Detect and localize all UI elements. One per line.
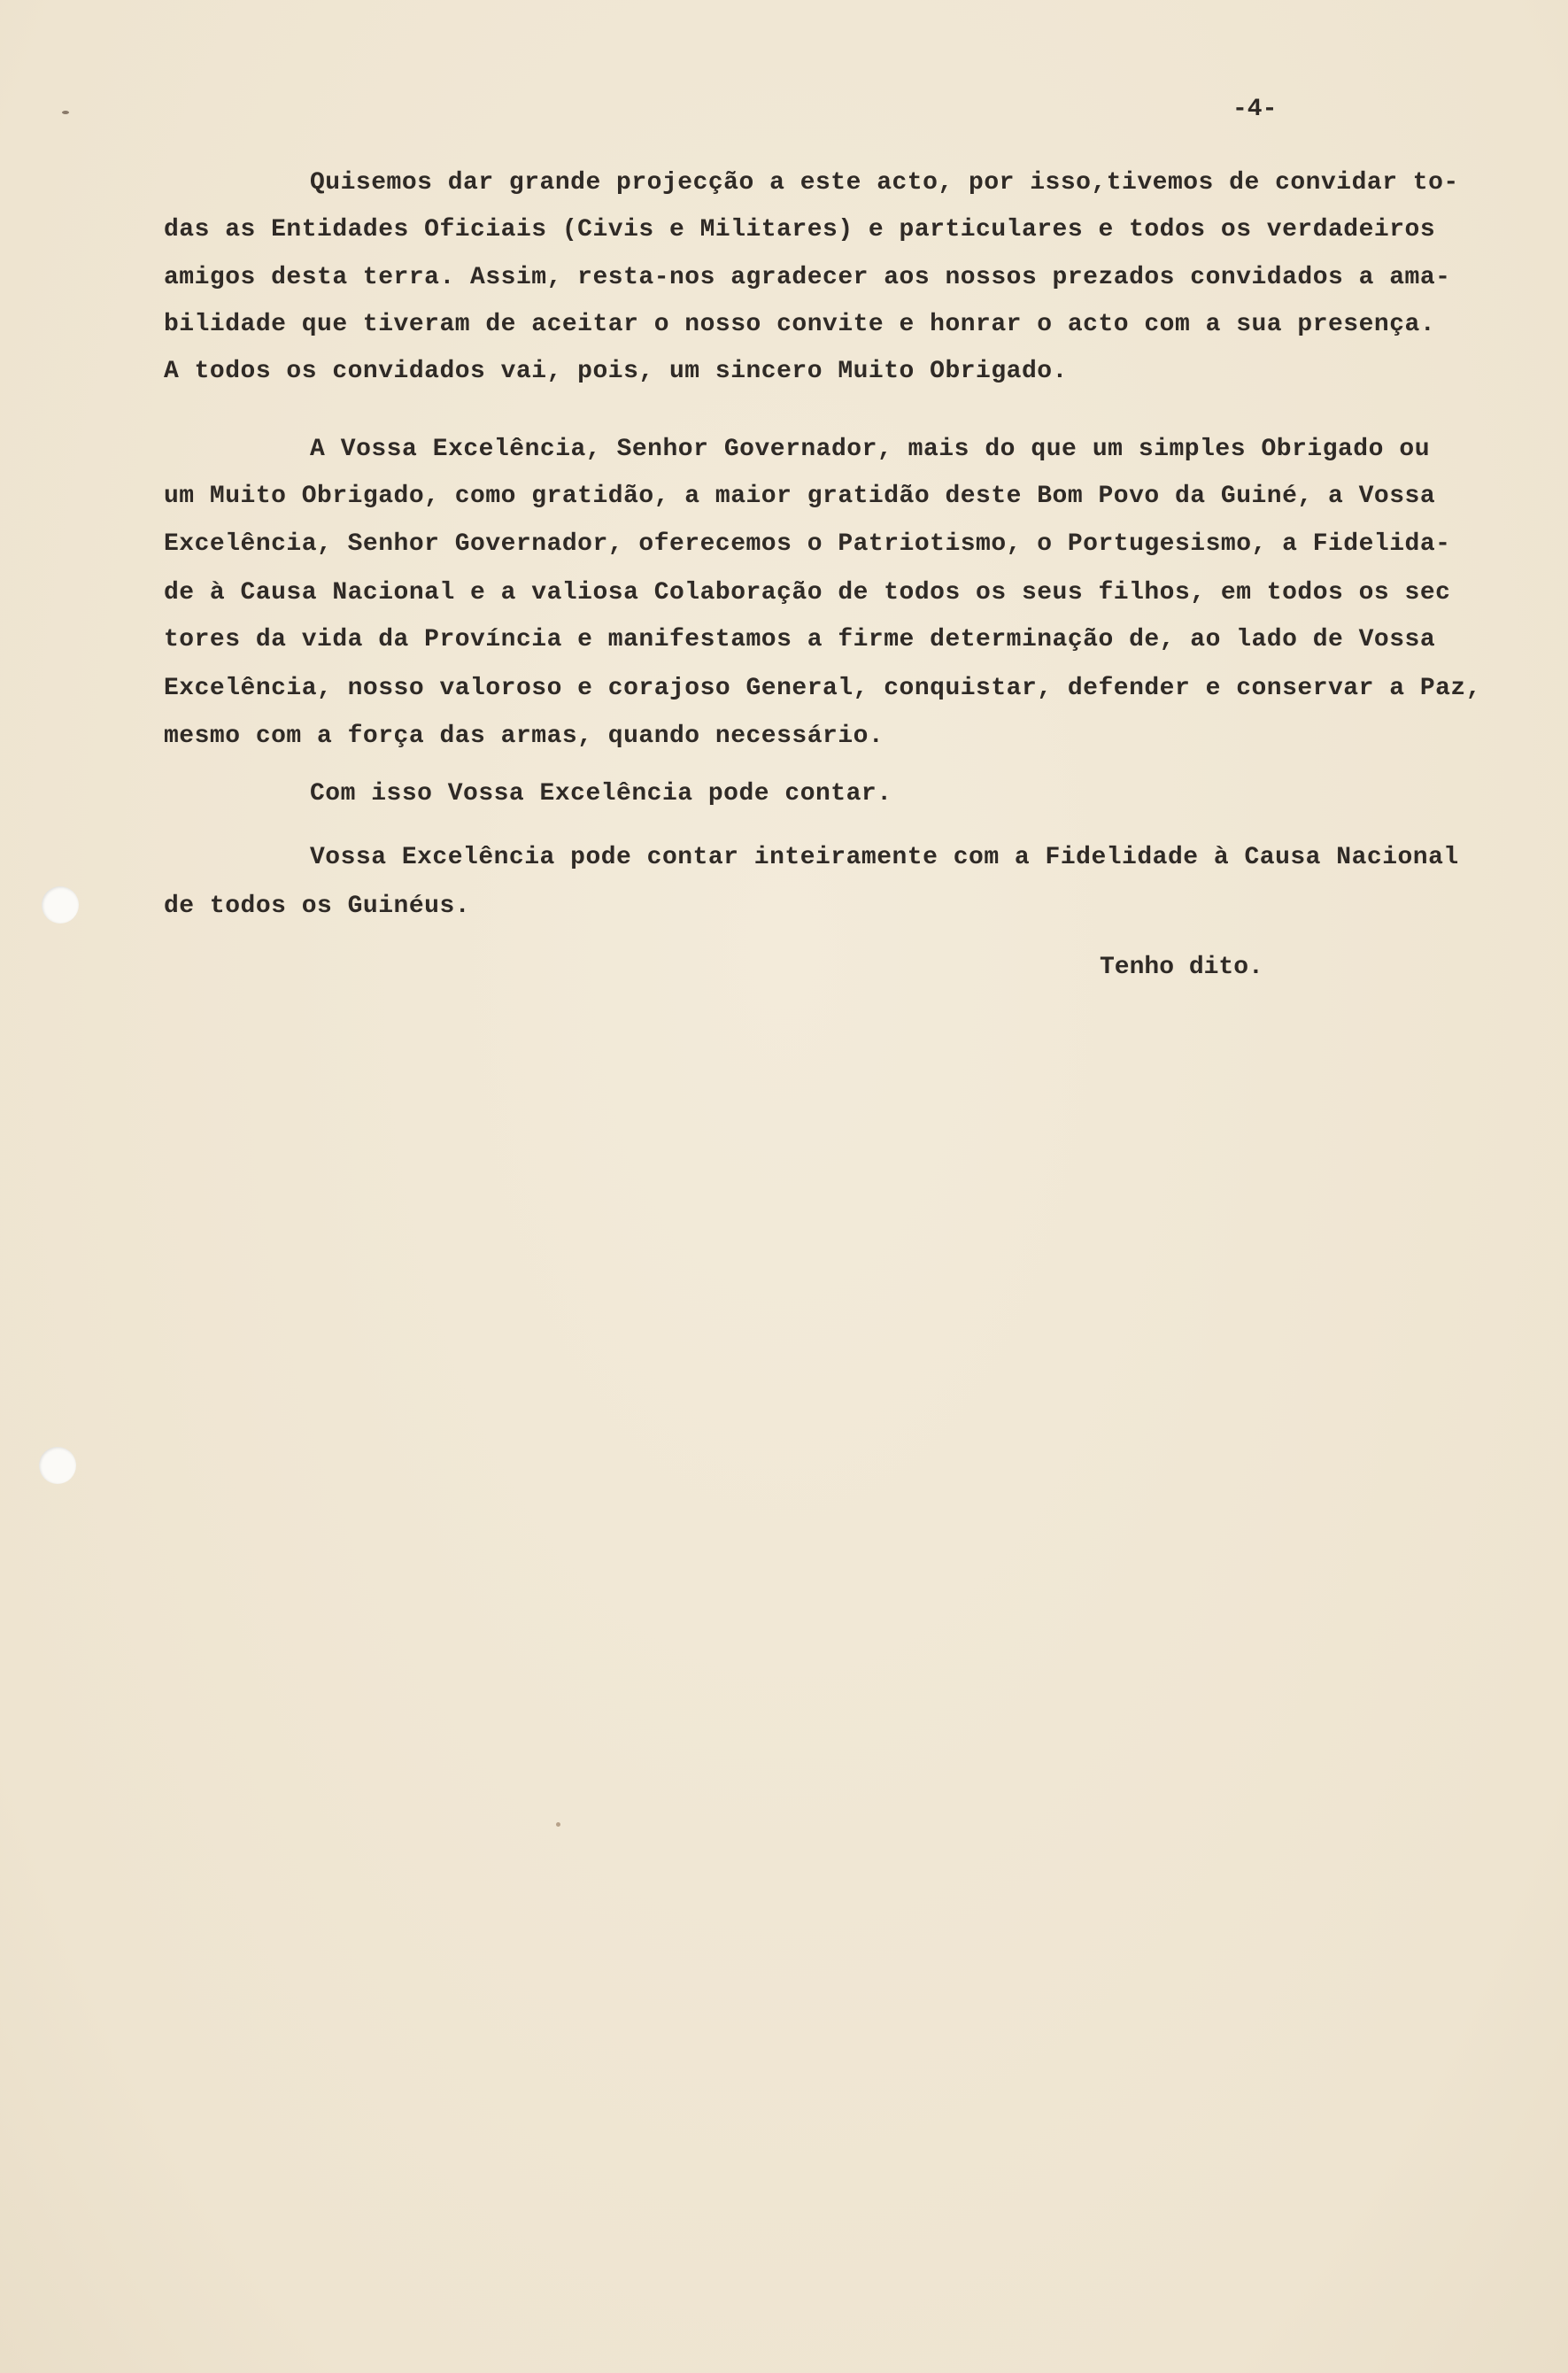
paper-speck — [62, 111, 69, 114]
text-line: Quisemos dar grande projecção a este acto, por isso,tivemos de convidar to- — [310, 169, 1459, 197]
text-line: das as Entidades Oficiais (Civis e Militares) e particulares e todos os verdadeiros — [164, 216, 1436, 243]
paper-speck — [556, 1822, 560, 1827]
text-line: um Muito Obrigado, como gratidão, a maior gratidão deste Bom Povo da Guiné, a Vossa — [164, 483, 1436, 510]
text-line: Excelência, nosso valoroso e corajoso General, conquistar, defender e conservar a Paz, — [164, 675, 1482, 702]
text-line: Com isso Vossa Excelência pode contar. — [310, 780, 892, 808]
punch-hole — [39, 1447, 76, 1484]
text-line: bilidade que tiveram de aceitar o nosso convite e honrar o acto com a sua presença. — [164, 311, 1436, 338]
closing-remark: Tenho dito. — [1100, 954, 1263, 981]
text-line: de todos os Guinéus. — [164, 893, 471, 920]
page-number: -4- — [1232, 96, 1278, 123]
text-line: tores da vida da Província e manifestamos a firme determinação de, ao lado de Vossa — [164, 626, 1436, 653]
text-line: A todos os convidados vai, pois, um sincero Muito Obrigado. — [164, 358, 1068, 385]
text-line: mesmo com a força das armas, quando necessário. — [164, 723, 884, 750]
text-line: de à Causa Nacional e a valiosa Colaboração de todos os seus filhos, em todos os sec — [164, 579, 1451, 607]
text-line: Vossa Excelência pode contar inteiramente com a Fidelidade à Causa Nacional — [310, 844, 1459, 871]
punch-hole — [42, 886, 79, 924]
text-line: amigos desta terra. Assim, resta-nos agradecer aos nossos prezados convidados a ama- — [164, 264, 1451, 291]
text-line: A Vossa Excelência, Senhor Governador, mais do que um simples Obrigado ou — [310, 436, 1430, 463]
text-line: Excelência, Senhor Governador, oferecemos o Patriotismo, o Portugesismo, a Fidelida- — [164, 530, 1451, 558]
